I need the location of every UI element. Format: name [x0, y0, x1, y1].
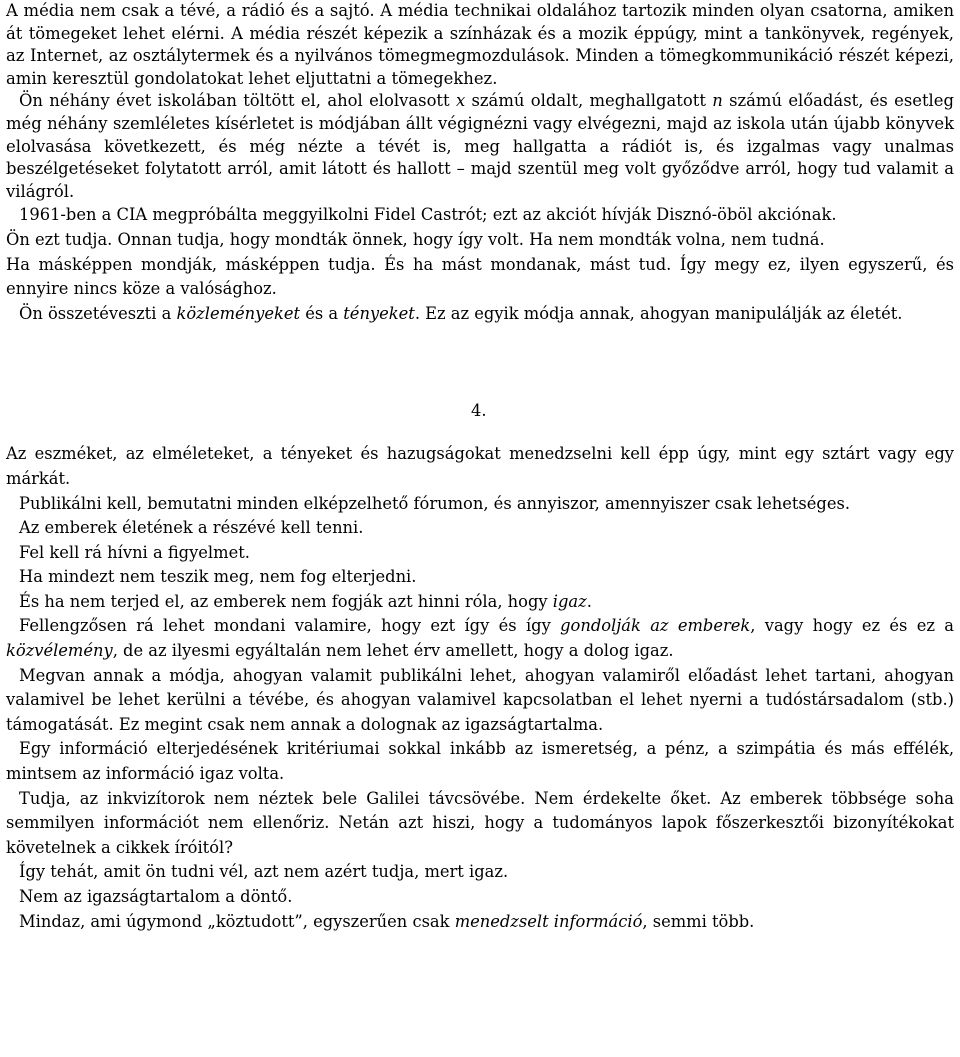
section-cia — [6, 203, 954, 326]
paragraph-statements-vs-facts: Ön összetéveszti a közleményeket és a tényeket. Ez az egyik módja annak, ahogyan manipulálják az életét. — [19, 303, 903, 323]
paragraph-not-because-true: Így tehát, amit ön tudni vél, azt nem azért tudja, mert igaz. — [19, 862, 509, 882]
paragraph-inquisitors: Tudja, az inkvizítorok nem néztek bele Galilei távcsövébe. Nem érdekelte őket. Az emberek többsége soha semmilyen információt nem ellenőriz. Netán azt hiszi, hogy a tudományos lapok főszerkesztői bizonyítékokat követelnek a cikkek íróitól? — [6, 788, 954, 857]
paragraph-part-of-life: Az emberek életének a részévé kell tenni. — [19, 518, 364, 538]
page-number: 4. — [471, 401, 487, 421]
section-managed-information — [6, 442, 954, 934]
paragraph-managed-information: Mindaz, ami úgymond „köztudott”, egyszerűen csak menedzselt információ, semmi több. — [19, 911, 755, 931]
paragraph-publish: Publikálni kell, bemutatni minden elképzelhető fórumon, és annyiszor, amennyiszer csak lehetséges. — [19, 493, 851, 513]
paragraph-school-years: Ön néhány évet iskolában töltött el, ahol elolvasott x számú oldalt, meghallgatott n számú előadást, és esetleg még néhány szemléletes kísérletet is módjában állt végignézni vagy elvégezni, majd az iskola után újabb könyvek elolvasása következett, és még nézte a tévét is, meg hallgatta a rádiót is, és izgalmas vagy unalmas beszélgetéseket folytatott arról, amit látott és hallott – majd szentül meg volt győződve arról, hogy tud valamit a világról. — [6, 91, 954, 201]
paragraph-ways-to-publish: Megvan annak a módja, ahogyan valamit publikálni lehet, ahogyan valamiről előadást lehet tartani, ahogyan valamivel be lehet kerülni a tévébe, és ahogyan valamivel kapcsolatban el lehet nyerni a tudóstársadalom (stb.) támogatását. Ez megint csak nem annak a dolognak az igazságtartalma. — [6, 665, 954, 734]
paragraph-manage-ideas: Az eszméket, az elméleteket, a tényeket és hazugságokat menedzselni kell épp úgy, mint egy sztárt vagy egy márkát. — [6, 444, 954, 488]
paragraph-cia-1961: 1961-ben a CIA megpróbálta meggyilkolni Fidel Castrót; ezt az akciót hívják Disznó-öböl akciónak. — [19, 205, 837, 225]
paragraph-said-otherwise: Ha másképpen mondják, másképpen tudja. És ha mást mondanak, mást tud. Így megy ez, ilyen egyszerű, és ennyire nincs köze a valósághoz. — [6, 254, 954, 299]
paragraph-public-opinion: Fellengzősen rá lehet mondani valamire, hogy ezt így és így gondolják az emberek, vagy hogy ez és ez a közvélemény, de az ilyesmi egyáltalán nem lehet érv amellett, hogy a dolog igaz. — [6, 616, 954, 661]
section-intro — [6, 0, 954, 203]
paragraph-you-know-this: Ön ezt tudja. Onnan tudja, hogy mondták önnek, hogy így volt. Ha nem mondták volna, nem tudná. — [6, 229, 825, 249]
paragraph-not-spread: Ha mindezt nem teszik meg, nem fog elterjedni. — [19, 567, 417, 587]
paragraph-not-believed: És ha nem terjed el, az emberek nem fogják azt hinni róla, hogy igaz. — [19, 591, 592, 611]
paragraph-media-channels: A média nem csak a tévé, a rádió és a sajtó. A média technikai oldalához tartozik minden olyan csatorna, amiken át tömegeket lehet elérni. A média részét képezik a színházak és a mozik éppúgy, mint a tankönyvek, regények, az Internet, az osztálytermek és a nyilvános tömegmegmozdulások. Minden a tömegkommunikáció részét képezi, amin keresztül gondolatokat lehet eljuttatni a tömegekhez. — [6, 1, 954, 88]
paragraph-truth-not-decisive: Nem az igazságtartalom a döntő. — [19, 887, 293, 906]
paragraph-attention: Fel kell rá hívni a figyelmet. — [19, 542, 250, 562]
paragraph-criteria: Egy információ elterjedésének kritériumai sokkal inkább az ismeretség, a pénz, a szimpátia és más effélék, mintsem az információ igaz volta. — [6, 739, 954, 784]
